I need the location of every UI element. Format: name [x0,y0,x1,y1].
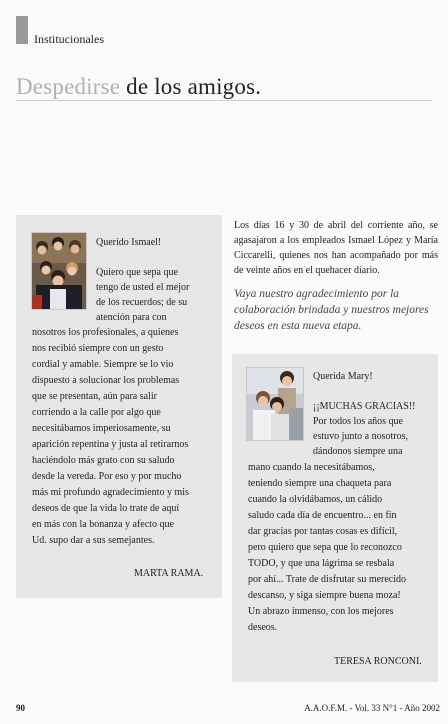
letter2-line: ¡¡MUCHAS GRACIAS!! [313,401,416,412]
pull-quote: Vaya nuestro agradecimiento por la colaboración brindada y nuestros mejores deseos en esta nueva etapa. [234,288,429,332]
letter1-signature: MARTA RAMA. [134,568,204,579]
title-divider [16,100,432,101]
letter2-line: descanso, y siga siempre buena moza! [248,590,401,601]
page-number: 90 [16,703,25,713]
page-title [16,74,261,100]
letter2-line: por ahí... Trate de disfrutar su merecido [248,574,407,585]
letter2-line: estuvo junto a nosotros, [313,431,408,442]
title-light: Despedirse [16,74,121,99]
letter1-line: nos recibió siempre con un gesto [32,343,164,354]
letter1-line: dispuesto a solucionar los problemas [32,375,180,386]
letter2-line: Por todos los años que [313,416,403,427]
journal-reference: A.A.O.F.M. - Vol. 33 N°1 - Año 2002 [304,703,440,713]
letter1-line: deseos de que la vida lo trate de aquí [32,503,180,514]
letter1-line: que se presentan, aún para salir [32,391,157,402]
letter2-line: cuando la olvidábamos, un cálido [248,494,383,505]
letter1-line: más mi profundo agradecimiento y mis [32,487,189,498]
letter1-line: tengo de usted el mejor [96,282,190,293]
title-dark: de los amigos. [126,74,262,99]
intro-paragraph: Los días 16 y 30 de abril del corriente año, se agasajaron a los empleados Ismael López y María Ciccarelli, quienes nos han acompañado por más de veinte años en el quehacer diario. [234,220,438,276]
letter1-greeting: Querido Ismael! [96,237,162,248]
letter1-line: corriendo a la calle por algo que [32,407,161,418]
letter1-line: Ud. supo dar a sus semejantes. [32,535,155,546]
section-bar [16,16,28,44]
letter1-line: necesitábamos imperiosamente, su [32,423,171,434]
letter2-line: saludo cada día de encuentro... en fin [248,510,397,521]
letter2-line: teniendo siempre una chaqueta para [248,478,392,489]
letter2-greeting: Querida Mary! [313,371,373,382]
letter1-line: Quiero que sepa que [96,267,178,278]
letter2-line: dándonos siempre una [313,446,403,457]
letter1-line: en más con la bonanza y afecto que [32,519,174,530]
letter1-line: atención para con [96,312,167,323]
letter1-line: desde la vereda. Por eso y por mucho [32,471,182,482]
letter1-line: aparición repentina y justa al retirarnos [32,439,189,450]
letter1-line: cordial y amable. Siempre se lo vio [32,359,174,370]
group-photo-ismael [31,232,87,310]
letter1-line: haciéndolo más grato con su saludo [32,455,175,466]
letter1-line: nosotros los profesionales, a quienes [32,327,179,338]
section-label: Institucionales [34,32,104,46]
letter2-signature: TERESA RONCONI. [334,656,422,667]
letter2-line: dar gracias por tantas cosas es difícil, [248,526,398,537]
letter2-line: Un abrazo inmenso, con los mejores [248,606,394,617]
letter2-line: mano cuando la necesitábamos, [248,462,375,473]
letter2-line: TODO, y que una lágrima se resbala [248,558,395,569]
group-photo-mary [246,367,304,441]
letter2-line: deseos. [248,622,278,633]
letter2-line: pero quiero que sepa que lo reconozco [248,542,402,553]
letter1-line: de los recuerdos; de su [96,297,188,308]
